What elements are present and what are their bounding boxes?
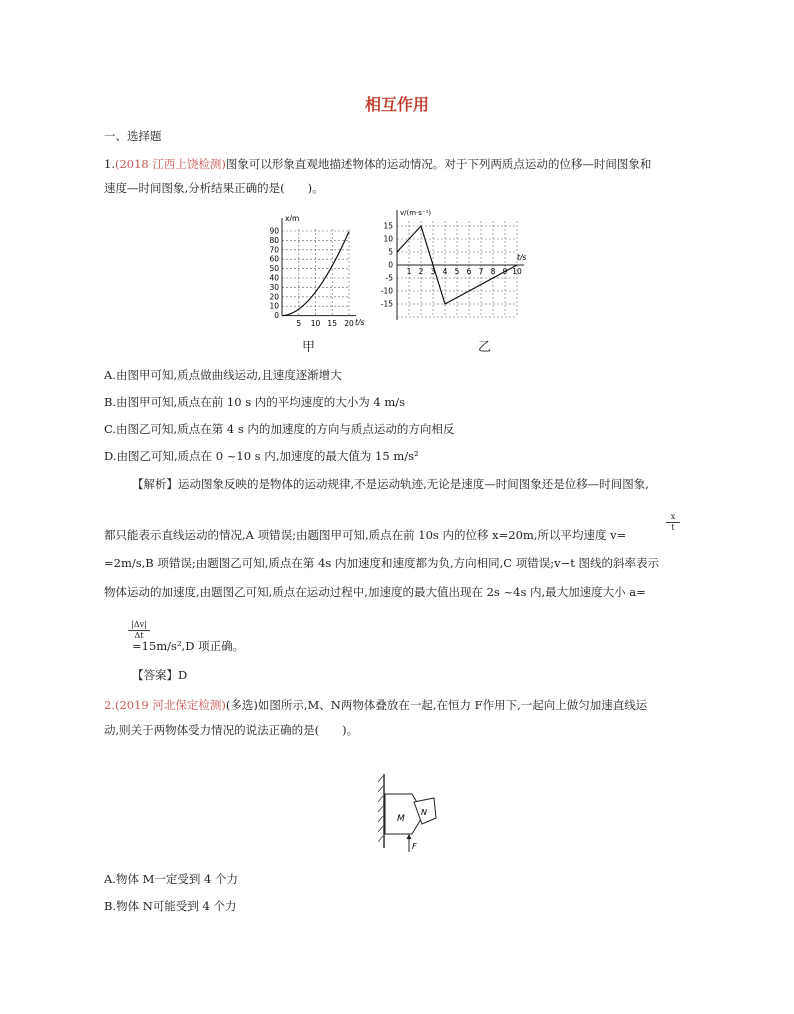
option-b: B.物体 N可能受到 4 个力	[104, 899, 237, 913]
graph-a-xt	[256, 212, 376, 330]
graph-b-xtick: 1	[406, 267, 412, 276]
option-c: C.由图乙可知,质点在第 4 s 内的加速度的方向与质点运动的方向相反	[104, 422, 455, 436]
analysis-line-3: =2m/s,B 项错误;由题图乙可知,质点在第 4s 内加速度和速度都为负,方向相同,C 项错误;v−t 图线的斜率表示	[104, 556, 659, 570]
graph-b-ytick: 15	[383, 221, 393, 231]
question-number: 1.	[104, 157, 115, 171]
graph-a-xtick: 20	[344, 319, 354, 328]
graph-b-ytick: -10	[380, 286, 393, 296]
graph-a-ytick: 90	[269, 226, 279, 236]
graph-a-xlabel: t/s	[355, 318, 365, 327]
question-2-line-2: 动,则关于两物体受力情况的说法正确的是( )。	[104, 723, 359, 737]
graph-a-ytick: 30	[269, 282, 279, 292]
question-1-line-2: 速度—时间图象,分析结果正确的是( )。	[104, 181, 324, 195]
graph-a-ytick: 80	[269, 235, 279, 245]
analysis-line-2: 都只能表示直线运动的情况,A 项错误;由题图甲可知,质点在前 10s 内的位移 x=20m,所以平均速度 v=	[104, 528, 627, 542]
graph-b-ytick: 5	[388, 247, 393, 257]
mn-blocks-figure	[376, 770, 446, 856]
graph-b-xlabel: t/s	[517, 253, 527, 262]
graph-b-xtick: 2	[418, 267, 424, 276]
graph-a-ytick: 60	[269, 254, 279, 264]
question-number: 2.	[104, 698, 115, 712]
section-heading: 一、选择题	[104, 129, 162, 143]
graph-b-xtick: 6	[466, 267, 472, 276]
graph-a-ytick: 20	[269, 292, 279, 302]
graph-b-caption: 乙	[478, 340, 492, 355]
fraction-x-over-t	[666, 512, 680, 533]
graph-a-grid	[282, 229, 349, 316]
question-2-line-1	[104, 697, 647, 713]
graph-b-xtick: 9	[502, 267, 508, 276]
wall-hatching	[378, 776, 383, 842]
graph-b-xtick: 7	[478, 267, 484, 276]
graph-b-ytick: 10	[383, 234, 393, 244]
question-source: (2018 江西上饶检测)	[114, 157, 226, 171]
analysis-label: 【解析】	[132, 477, 178, 491]
question-stem: 图象可以形象直观地描述物体的运动情况。对于下列两质点运动的位移—时间图象和	[225, 157, 652, 171]
analysis-line-4: 物体运动的加速度,由题图乙可知,质点在运动过程中,加速度的最大值出现在 2s ~4s 内,最大加速度大小 a=	[104, 585, 646, 599]
analysis-line-1	[132, 476, 649, 492]
graph-a-xtick: 15	[327, 319, 337, 328]
graph-b-ytick: -5	[385, 273, 393, 283]
graph-b-xtick: 5	[454, 267, 460, 276]
label-f: F	[412, 842, 417, 851]
analysis-text: 运动图象反映的是物体的运动规律,不是运动轨迹,无论是速度—时间图象还是位移—时间图象,	[178, 477, 649, 491]
graph-b-xtick: 8	[490, 267, 496, 276]
question-stem: (多选)如图所示,M、N两物体叠放在一起,在恒力 F作用下,一起向上做匀加速直线运	[225, 698, 648, 712]
question-source: (2019 河北保定检测)	[114, 698, 226, 712]
label-n: N	[421, 808, 427, 817]
graph-a-ytick: 10	[269, 301, 279, 311]
graph-b-vt	[378, 206, 538, 330]
graph-a-ytick: 70	[269, 245, 279, 255]
graph-b-xtick: 10	[512, 267, 522, 276]
graph-b-xtick: 4	[442, 267, 448, 276]
fraction-numerator: x	[670, 512, 676, 521]
graph-a-caption: 甲	[302, 340, 316, 355]
page-title: 相互作用	[364, 95, 429, 114]
graph-a-ytick: 40	[269, 273, 279, 283]
graph-a-xtick: 5	[296, 319, 302, 328]
fraction-denominator: t	[666, 522, 680, 533]
option-a: A.由图甲可知,质点做曲线运动,且速度逐渐增大	[104, 368, 342, 382]
graph-a-xtick: 10	[310, 319, 321, 328]
graph-b-ytick: -15	[380, 299, 393, 309]
graph-a-ylabel: x/m	[285, 214, 300, 223]
force-arrow-head	[407, 834, 412, 839]
question-1-line-1	[104, 156, 651, 172]
answer-label: 【答案】D	[132, 668, 188, 682]
graph-b-ytick: 0	[388, 260, 393, 270]
graph-a-ytick: 50	[269, 264, 279, 274]
option-b: B.由图甲可知,质点在前 10 s 内的平均速度的大小为 4 m/s	[104, 395, 406, 409]
label-m: M	[397, 814, 405, 824]
option-d: D.由图乙可知,质点在 0 ~10 s 内,加速度的最大值为 15 m/s²	[104, 449, 419, 463]
option-a: A.物体 M一定受到 4 个力	[104, 872, 239, 886]
graph-b-ylabel: v/(m·s⁻¹)	[400, 209, 432, 217]
fraction-denominator: Δt	[128, 630, 150, 641]
analysis-line-5: =15m/s²,D 项正确。	[132, 639, 245, 653]
graph-a-ytick: 0	[274, 311, 279, 321]
fraction-numerator: |Δv|	[131, 620, 147, 629]
graph-b-xtick: 3	[430, 267, 436, 276]
